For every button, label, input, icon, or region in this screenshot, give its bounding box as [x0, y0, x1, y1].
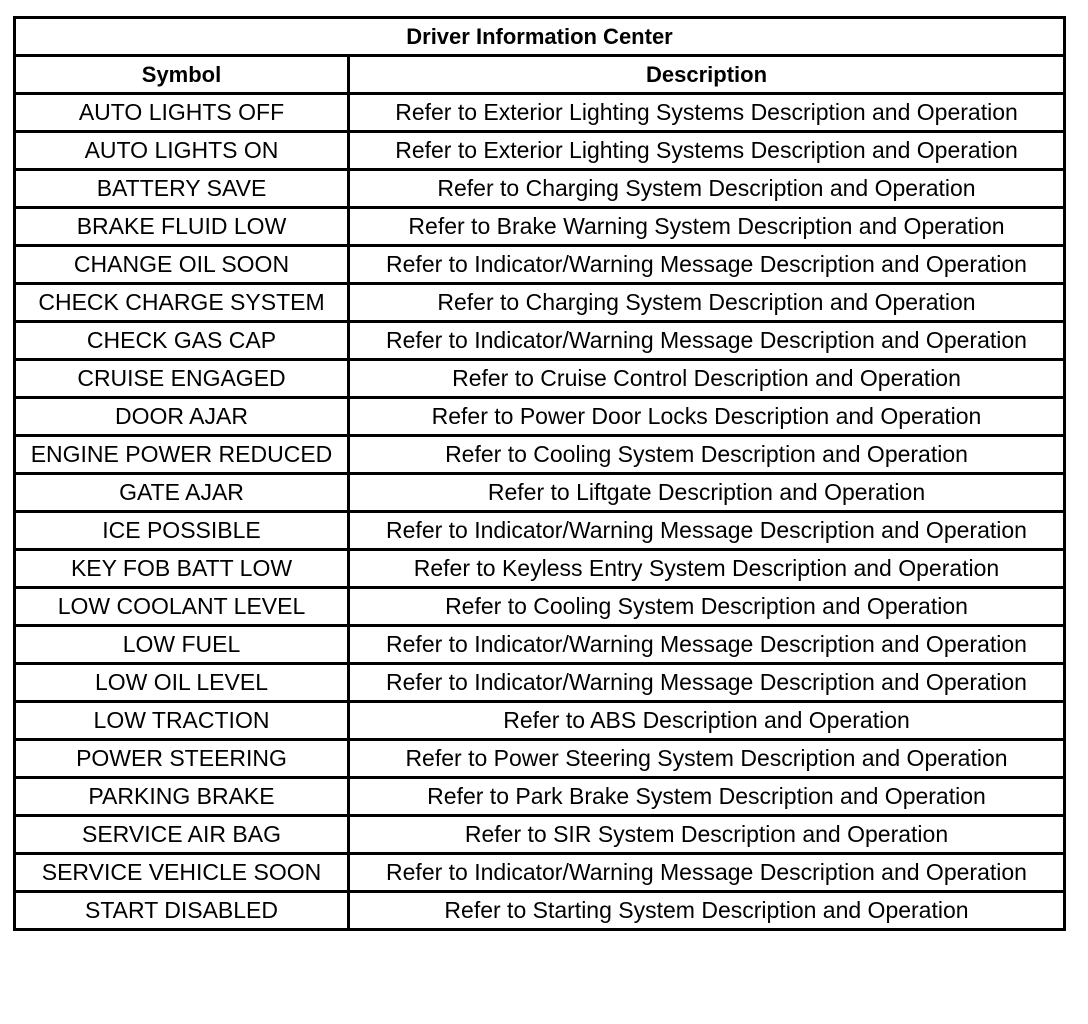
- description-cell: Refer to Park Brake System Description and Operation: [349, 778, 1065, 816]
- symbol-cell: ICE POSSIBLE: [15, 512, 349, 550]
- table-row: [15, 284, 1065, 322]
- table-row: [15, 588, 1065, 626]
- table-row: [15, 436, 1065, 474]
- description-cell: Refer to Indicator/Warning Message Description and Operation: [349, 246, 1065, 284]
- symbol-cell: ENGINE POWER REDUCED: [15, 436, 349, 474]
- description-cell: Refer to Indicator/Warning Message Description and Operation: [349, 626, 1065, 664]
- description-cell: Refer to Cooling System Description and Operation: [349, 436, 1065, 474]
- symbol-cell: LOW OIL LEVEL: [15, 664, 349, 702]
- table-row: [15, 892, 1065, 930]
- description-cell: Refer to Indicator/Warning Message Description and Operation: [349, 854, 1065, 892]
- description-cell: Refer to Cruise Control Description and Operation: [349, 360, 1065, 398]
- description-cell: Refer to Liftgate Description and Operation: [349, 474, 1065, 512]
- table-row: [15, 398, 1065, 436]
- description-cell: Refer to Cooling System Description and Operation: [349, 588, 1065, 626]
- description-cell: Refer to Indicator/Warning Message Description and Operation: [349, 512, 1065, 550]
- table-header-row: [15, 56, 1065, 94]
- symbol-cell: AUTO LIGHTS ON: [15, 132, 349, 170]
- table-row: [15, 778, 1065, 816]
- table-row: [15, 512, 1065, 550]
- column-header-description: Description: [349, 56, 1065, 94]
- table-row: [15, 550, 1065, 588]
- description-cell: Refer to Power Steering System Description and Operation: [349, 740, 1065, 778]
- table-row: [15, 360, 1065, 398]
- column-header-symbol: Symbol: [15, 56, 349, 94]
- symbol-cell: CRUISE ENGAGED: [15, 360, 349, 398]
- symbol-cell: BATTERY SAVE: [15, 170, 349, 208]
- table-row: [15, 854, 1065, 892]
- symbol-cell: CHECK CHARGE SYSTEM: [15, 284, 349, 322]
- description-cell: Refer to Starting System Description and Operation: [349, 892, 1065, 930]
- symbol-cell: BRAKE FLUID LOW: [15, 208, 349, 246]
- table-row: [15, 664, 1065, 702]
- symbol-cell: CHECK GAS CAP: [15, 322, 349, 360]
- table-row: [15, 322, 1065, 360]
- description-cell: Refer to Charging System Description and Operation: [349, 170, 1065, 208]
- symbol-cell: START DISABLED: [15, 892, 349, 930]
- table-row: [15, 132, 1065, 170]
- description-cell: Refer to Brake Warning System Description and Operation: [349, 208, 1065, 246]
- description-cell: Refer to Indicator/Warning Message Description and Operation: [349, 664, 1065, 702]
- table-row: [15, 740, 1065, 778]
- table-row: [15, 94, 1065, 132]
- description-cell: Refer to Indicator/Warning Message Description and Operation: [349, 322, 1065, 360]
- table-row: [15, 702, 1065, 740]
- description-cell: Refer to Exterior Lighting Systems Description and Operation: [349, 132, 1065, 170]
- symbol-cell: LOW FUEL: [15, 626, 349, 664]
- table-row: [15, 626, 1065, 664]
- table-row: [15, 816, 1065, 854]
- symbol-cell: CHANGE OIL SOON: [15, 246, 349, 284]
- table-row: [15, 246, 1065, 284]
- dic-table: [13, 16, 1066, 931]
- description-cell: Refer to Keyless Entry System Description and Operation: [349, 550, 1065, 588]
- symbol-cell: SERVICE VEHICLE SOON: [15, 854, 349, 892]
- table-row: [15, 474, 1065, 512]
- description-cell: Refer to SIR System Description and Operation: [349, 816, 1065, 854]
- table-row: [15, 170, 1065, 208]
- symbol-cell: KEY FOB BATT LOW: [15, 550, 349, 588]
- description-cell: Refer to Charging System Description and Operation: [349, 284, 1065, 322]
- description-cell: Refer to ABS Description and Operation: [349, 702, 1065, 740]
- symbol-cell: LOW TRACTION: [15, 702, 349, 740]
- symbol-cell: GATE AJAR: [15, 474, 349, 512]
- symbol-cell: PARKING BRAKE: [15, 778, 349, 816]
- symbol-cell: SERVICE AIR BAG: [15, 816, 349, 854]
- table-body: [15, 94, 1065, 930]
- description-cell: Refer to Exterior Lighting Systems Description and Operation: [349, 94, 1065, 132]
- description-cell: Refer to Power Door Locks Description and Operation: [349, 398, 1065, 436]
- table-title: Driver Information Center: [15, 18, 1065, 56]
- symbol-cell: LOW COOLANT LEVEL: [15, 588, 349, 626]
- symbol-cell: AUTO LIGHTS OFF: [15, 94, 349, 132]
- symbol-cell: POWER STEERING: [15, 740, 349, 778]
- symbol-cell: DOOR AJAR: [15, 398, 349, 436]
- table-row: [15, 208, 1065, 246]
- table-title-row: [15, 18, 1065, 56]
